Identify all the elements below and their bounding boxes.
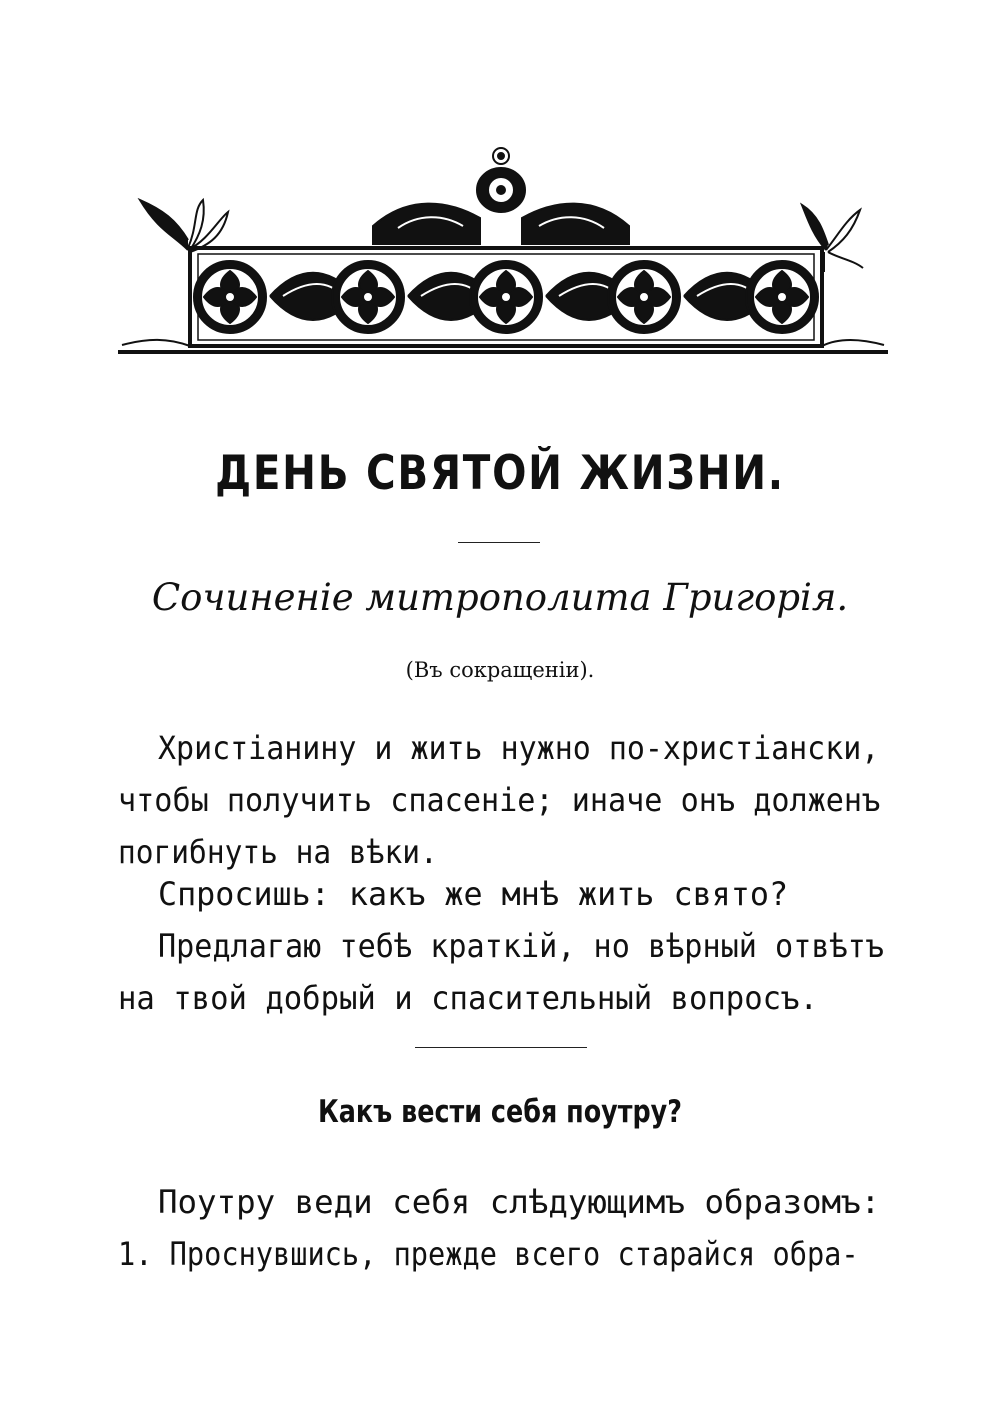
- text-line: на твой добрый и спасительный вопросъ.: [118, 979, 818, 1017]
- text-line: Поутру веди себя слѣдующимъ образомъ:: [158, 1183, 881, 1221]
- text-line: 1. Проснувшись, прежде всего старайся обра-: [118, 1235, 859, 1273]
- subtitle: Сочиненіе митрополита Григорія.: [151, 576, 849, 619]
- abridged-note: (Въ сокращеніи).: [405, 658, 595, 682]
- text-line: Предлагаю тебѣ краткій, но вѣрный отвѣтъ: [158, 927, 884, 965]
- divider: [415, 1047, 587, 1048]
- section-heading: Какъ вести себя поутру?: [317, 1094, 683, 1130]
- page-title: ДЕНЬ СВЯТОЙ ЖИЗНИ.: [215, 446, 785, 501]
- text-line: погибнуть на вѣки.: [118, 833, 438, 871]
- text-line: Христіанину и жить нужно по-христіански,: [158, 729, 880, 767]
- text-line: Спросишь: какъ же мнѣ жить свято?: [158, 875, 789, 913]
- floral-headpiece-icon: [118, 140, 888, 362]
- divider: [458, 542, 540, 543]
- text-line: чтобы получить спасеніе; иначе онъ долженъ: [118, 781, 881, 819]
